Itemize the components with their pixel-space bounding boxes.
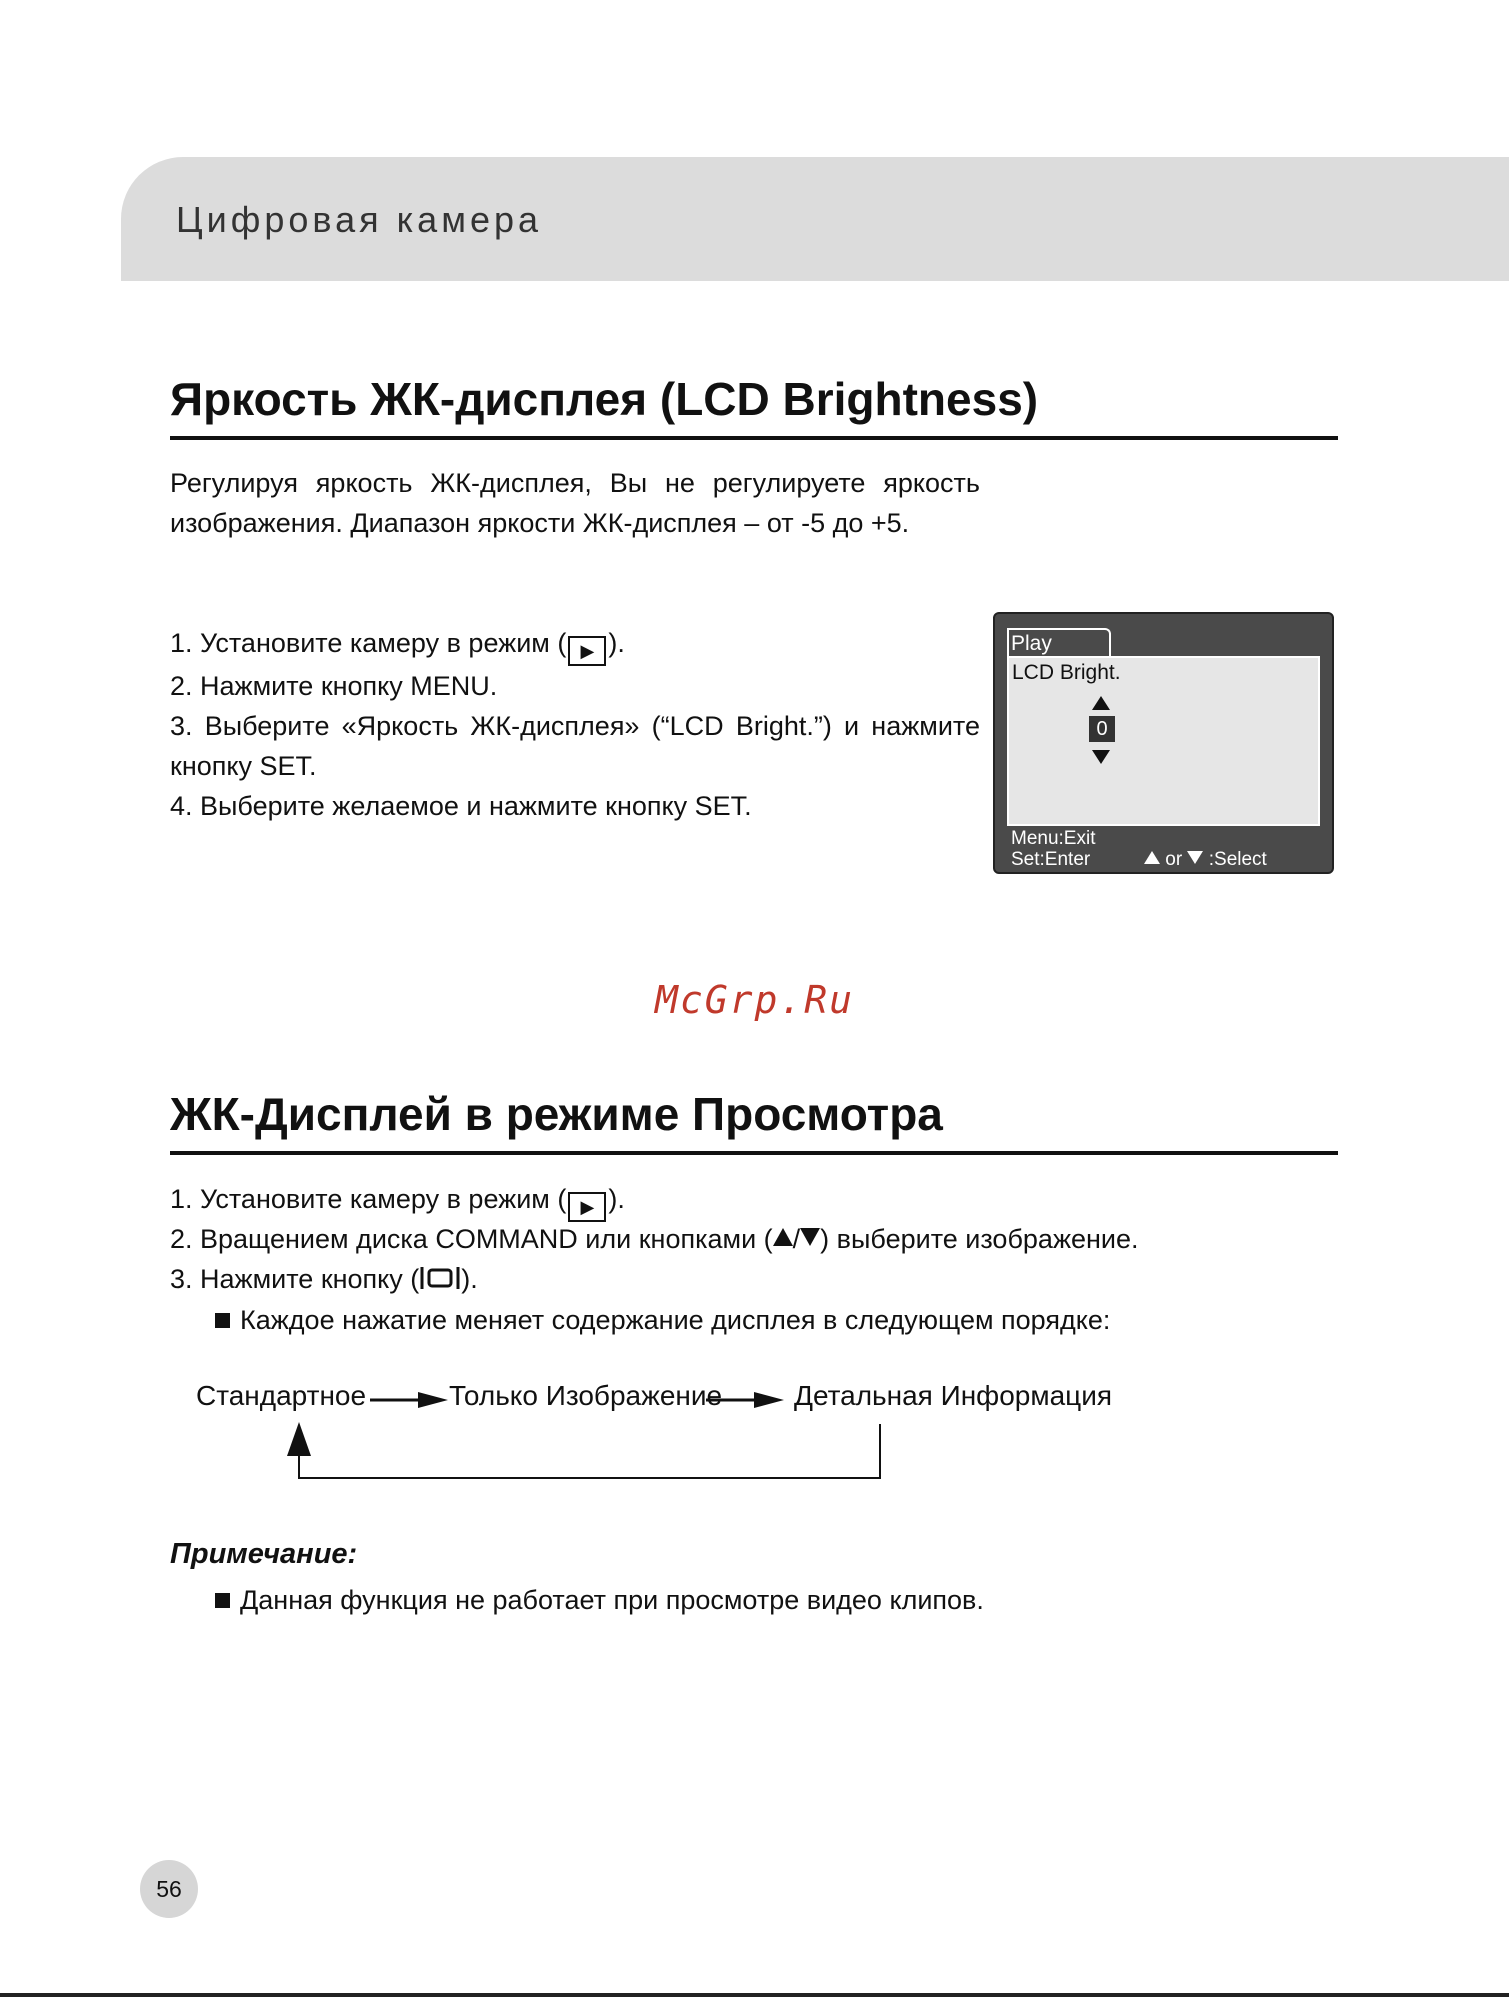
play-mode-icon: ▶ <box>568 1192 606 1222</box>
play-mode-icon: ▶ <box>568 636 606 666</box>
playback-step-2-text: 2. Вращением диска COMMAND или кнопками ( <box>170 1224 773 1254</box>
note-title: Примечание: <box>170 1538 358 1570</box>
flow-arrow-2 <box>706 1392 784 1408</box>
step-1-text: 1. Установите камеру в режим ( <box>170 628 567 658</box>
playback-step-3-text: 3. Нажмите кнопку ( <box>170 1264 420 1294</box>
lcd-footer-or: or <box>1165 849 1183 870</box>
playback-step-3-end: ). <box>461 1264 478 1294</box>
step-3: 3. Выберите «Яркость ЖК-дисплея» (“LCD Bright.”) и нажмите кнопку SET. <box>170 711 980 781</box>
bottom-rule <box>0 1993 1509 1997</box>
lcd-brightness-value: 0 <box>1089 716 1115 742</box>
section-title-playback-display: ЖК-Дисплей в режиме Просмотра <box>170 1087 1338 1155</box>
step-4: 4. Выберите желаемое и нажмите кнопку SET. <box>170 791 752 821</box>
flow-step-detail-info: Детальная Информация <box>794 1380 1113 1411</box>
lcd-footer-menu-exit: Menu:Exit <box>1011 828 1096 849</box>
playback-bullet-text: Каждое нажатие меняет содержание дисплея в следующем порядке: <box>240 1305 1111 1335</box>
lcd-menu-item: LCD Bright. <box>1012 661 1121 684</box>
note-bullet <box>215 1580 984 1620</box>
page-number: 56 <box>140 1860 198 1918</box>
note-text: Данная функция не работает при просмотре видео клипов. <box>240 1585 984 1615</box>
step-1-end: ). <box>608 628 625 658</box>
flow-arrow-1 <box>370 1392 448 1408</box>
flow-step-standard: Стандартное <box>196 1380 367 1411</box>
step-2: 2. Нажмите кнопку MENU. <box>170 671 498 701</box>
header-title: Цифровая камера <box>176 199 543 240</box>
lcd-footer-set-enter: Set:Enter <box>1011 849 1091 870</box>
intro-paragraph: Регулируя яркость ЖК-дисплея, Вы не регулируете яркость изображения. Диапазон яркости ЖК-дисплея – от -5 до +5. <box>170 468 980 538</box>
playback-step-2-end: ) выберите изображение. <box>820 1224 1139 1254</box>
square-bullet-icon <box>215 1593 230 1608</box>
section-title-lcd-brightness: Яркость ЖК-дисплея (LCD Brightness) <box>170 372 1338 440</box>
playback-step-2-sep: / <box>792 1224 801 1254</box>
playback-step-1-text: 1. Установите камеру в режим ( <box>170 1184 567 1214</box>
lcd-tab-play: Play <box>1007 628 1111 656</box>
playback-step-1-end: ). <box>608 1184 625 1214</box>
lcd-footer-select-label: :Select <box>1208 849 1267 870</box>
watermark: McGrp.Ru <box>654 978 855 1022</box>
flow-loop-back-arrow <box>287 1422 880 1478</box>
flow-step-image-only: Только Изображение <box>449 1380 723 1411</box>
